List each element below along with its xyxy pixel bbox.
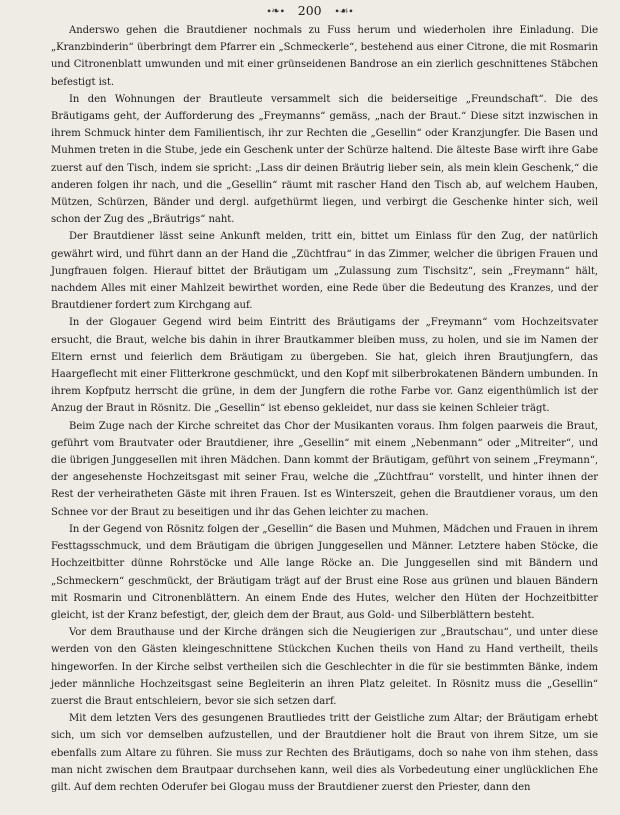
paragraph-7: Vor dem Brauthause und der Kirche drängen sich die Neugierigen zur „Brautschau“, und unter diese werden von den Gästen kleingeschnittene Stückchen Kuchen theils von Hand zu Hand vertheilt, theils hingeworfen. In der Kirche selbst vertheilen sich die Geschlechter in die für sie bestimmten Bänke, indem jeder männliche Hochzeitsgast seine Begleiterin an ihren Platz geleitet. In Rösnitz muss die „Gesellin“ zuerst die Braut entschleiern, bevor sie sich setzen darf. [51,627,598,707]
paragraph-8: Mit dem letzten Vers des gesungenen Brautliedes tritt der Geistliche zum Altar; der Bräutigam erhebt sich, um sich vor demselben aufzustellen, und der Brautdiener holt die Braut von ihrem Sitze, um sie ebenfalls zum Altare zu führen. Sie muss zur Rechten des Bräutigams, doch so nahe von ihm stehen, dass man nicht zwischen dem Brautpaar durchsehen kann, weil dies als Vorbedeutung einer unglücklichen Ehe gilt. Auf dem rechten Oderufer bei Glogau muss der Brautdiener zuerst den Priester, dann den [51,713,598,793]
page-header [0,3,620,20]
page-number: 200 [297,3,322,18]
paragraph-6: In der Gegend von Rösnitz folgen der „Gesellin“ die Basen und Muhmen, Mädchen und Frauen in ihrem Festtagsschmuck, und dem Bräutigam die übrigen Junggesellen und Männer. Letztere haben Stöcke, die Hochzeitbitter dünne Rohrstöcke und Alle lange Röcke an. Die Junggesellen sind mit Bändern und „Schmeckern“ geschmückt, der Bräutigam trägt auf der Brust eine Rose aus grünen und blauen Bändern mit Rosmarin und Citronenblättern. An einem Ende des Hutes, welcher den Hüten der Hochzeitbitter gleicht, ist der Kranz befestigt, der, gleich dem der Braut, aus Gold- und Silberblättern besteht. [51,523,598,621]
paragraph-3: Der Brautdiener lässt seine Ankunft melden, tritt ein, bittet um Einlass für den Zug, der natürlich gewährt wird, und führt dann an der Hand die „Züchtfrau“ in das Zimmer, welcher die übrigen Frauen und Jungfrauen folgen. Hierauf bittet der Bräutigam um „Zulassung zum Tischsitz“, sein „Freymann“ hält, nachdem Alles mit einer Mahlzeit bewirthet worden, eine Rede über die Bedeutung des Kranzes, und der Brautdiener fordert zum Kirchgang auf. [51,231,598,312]
paragraph-1: Anderswo gehen die Brautdiener nochmals zu Fuss herum und wiederholen ihre Einladung. Die „Kranzbinderin“ überbringt dem Pfarrer ein „Schmeckerle“, bestehend aus einer Citrone, die mit Rosmarin und Citronenblatt umwunden und mit einer grünseidenen Bandrose an ein zierlich geschnittenes Stäbchen befestigt ist. [51,25,598,88]
paragraph-5: Beim Zuge nach der Kirche schreitet das Chor der Musikanten voraus. Ihm folgen paarweis die Braut, geführt vom Brautvater oder Brautdiener, ihre „Gesellin“ mit einem „Nebenmann“ oder „Mitreiter“, und die übrigen Junggesellen mit ihren Mädchen. Dann kommt der Bräutigam, geführt von seinem „Freymann“, der angesehenste Hochzeitsgast mit seiner Frau, welche die „Züchtfrau“ vorstellt, und hinter ihnen der Rest der verheiratheten Gäste mit ihren Frauen. Ist es Winterszeit, gehen die Brautdiener voraus, um den Schnee vor der Braut zu beseitigen und ihr das Gehen leichter zu machen. [51,420,598,518]
paragraph-2: In den Wohnungen der Brautleute versammelt sich die beiderseitige „Freundschaft“. Die des Bräutigams geht, der Aufforderung des „Freymanns“ gemäss, „nach der Braut.“ Diese sitzt inzwischen in ihrem Schmuck hinter dem Familientisch, ihr zur Rechten die „Gesellin“ oder Kranzjungfer. Die Basen und Muhmen treten in die Stube, jede ein Geschenk unter der Schürze haltend. Die älteste Base wirft ihre Gabe zuerst auf den Tisch, indem sie spricht: „Lass dir deinen Bräutrig lieber sein, als mein klein Geschenk,“ die anderen folgen ihr nach, und die „Gesellin“ räumt mit rascher Hand den Tisch ab, auf welchem Hauben, Mützen, Schürzen, Bänder und dergl. aufgethürmt liegen, und verbirgt die Geschenke hinter sich, weil schon der Zug des „Bräutrigs“ naht. [51,93,598,226]
right-ornament-icon: ∙☙∙ [334,6,354,17]
left-ornament-icon: ∙❧∙ [266,6,285,17]
paragraph-4: In der Glogauer Gegend wird beim Eintritt des Bräutigams der „Freymann“ vom Hochzeitsvater ersucht, die Braut, welche bis dahin in ihrer Brautkammer bleiben muss, zu holen, und sie im Namen der Eltern ernst und feierlich dem Bräutigam zu übergeben. Sie hat, gleich ihren Brautjungfern, das Haargeflecht mit einer Flitterkrone geschmückt, und den Kopf mit silberbrokatenen Bändern umbunden. In ihrem Kopfputz herrscht die grüne, in dem der Jungfern die rothe Farbe vor. Ganz eigenthümlich ist der Anzug der Braut in Rösnitz. Die „Gesellin“ ist ebenso gekleidet, nur dass sie keinen Schleier trägt. [51,317,598,415]
body-text [51,22,598,796]
